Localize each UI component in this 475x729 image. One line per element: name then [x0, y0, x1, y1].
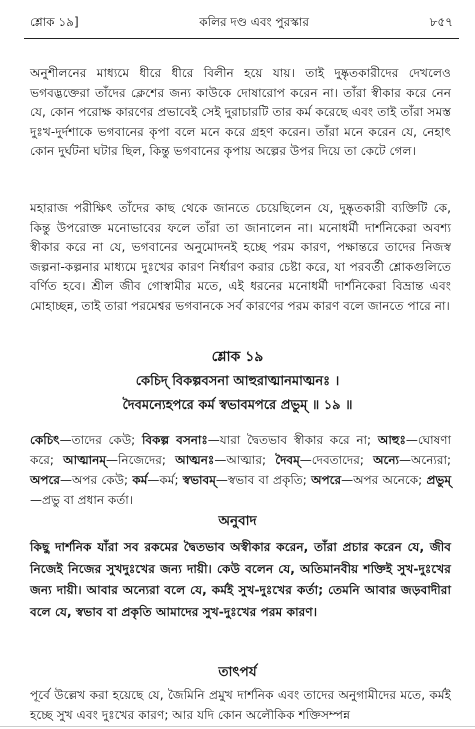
synonym-meaning: দেবতাদের; — [311, 453, 374, 467]
synonym-meaning: স্বভাব বা প্রকৃতি; — [227, 473, 312, 487]
verse-title: শ্লোক ১৯ — [211, 349, 264, 365]
verse-line-2: দৈবমন্যেহপরে কর্ম স্বভাবমপরে প্রভুম্ ॥ ১৯ ॥ — [122, 398, 353, 413]
body-paragraph-2: মহারাজ পরীক্ষিৎ তাঁদের কাছ থেকে জানতে চেয়েছিলেন যে, দুষ্কৃতকারী ব্যক্তিটি কে, কিন্তু উপরোক্ত মনোভাবের ফলে তাঁরা তা জানালেন না। মনোধর্মী দার্শনিকেরা অবশ্য স্বীকার করে না যে, ভগবানের অনুমোদনই হচ্ছে পরম কারণ, পক্ষান্তরে তাদের নিজস্ব জল্পনা-কল্পনার মাধ্যমে দুঃখের কারণ নির্ধারণ করার চেষ্টা করে, যা পরবর্তী শ্লোকগুলিতে বর্ণিত হবে। শ্রীল জীব গোস্বামীর মতে, এই ধরনের মনোধর্মী দার্শনিকেরা বিভ্রান্ত এবং মোহাচ্ছন্ন, তাই তারা পরমেশ্বর ভগবানকে সর্ব কারণের পরম কারণ বলে জানতে পারে না। — [30, 201, 451, 313]
header-chapter-title: কলির দণ্ড এবং পুরস্কার — [199, 15, 309, 29]
synonym-word: স্বভাবম্ — [182, 473, 216, 487]
translation-text: কিছু দার্শনিক যাঁরা সব রকমের দ্বৈতভাব অস্বীকার করেন, তাঁরা প্রচার করেন যে, জীব নিজেই নিজের সুখদুঃখের জন্য দায়ী। কেউ বলেন যে, অতিমানবীয় শক্তিই সুখ-দুঃখের জন্য দায়ী। আবার অন্যেরা বলে যে, কর্মই সুখ-দুঃখের কর্তা; তেমনি আবার জড়বাদীরা বলে যে, স্বভাব বা প্রকৃতি আমাদের সুখ-দুঃখের পরম কারণ। — [30, 540, 451, 619]
verse-line-1: কেচিদ্ বিকল্পবসনা আহুরাত্মানমাত্মনঃ । — [135, 374, 340, 389]
synonym-meaning: কর্ম; — [159, 473, 183, 487]
synonym-meaning: ঘোষণা করে; — [30, 433, 451, 467]
synonym-meaning: অপর অনেকে; — [353, 473, 427, 487]
synonym-word: অপরে — [30, 473, 60, 487]
synonym-word: প্রভুম্ — [426, 473, 451, 487]
synonym-word: অপরে — [311, 473, 342, 487]
page-header — [30, 14, 453, 36]
header-verse-ref: শ্লোক ১৯] — [30, 15, 79, 29]
synonym-word: কেচিৎ — [30, 433, 60, 447]
synonym-word: দৈবম্ — [275, 453, 300, 467]
synonym-word: আহুঃ — [377, 433, 406, 447]
bottom-divider — [0, 726, 475, 727]
synonym-meaning: প্রভু বা প্রধান কর্তা। — [42, 493, 133, 507]
synonym-word: কর্ম — [132, 473, 148, 487]
synonym-word: অন্যে — [373, 453, 399, 467]
translation-heading: অনুবাদ — [218, 513, 257, 529]
synonyms: কেচিৎ—তাদের কেউ; বিকল্প বসনাঃ—যারা দ্বৈতভাব স্বীকার করে না; আহুঃ—ঘোষণা করে; আত্মানম্—নিজেদের; আত্মনঃ—আত্মার; দৈবম্—দেবতাদের; অন্যে—অন্যেরা; অপরে—অপর কেউ; কর্ম—কর্ম; স্বভাবম্—স্বভাব বা প্রকৃতি; অপরে—অপর অনেকে; প্রভুম্—প্রভু বা প্রধান কর্তা। — [30, 433, 451, 507]
synonym-meaning: নিজেদের; — [118, 453, 176, 467]
synonym-word: আত্মনঃ — [175, 453, 215, 467]
synonym-meaning: তাদের কেউ; — [71, 433, 142, 447]
synonym-meaning: আত্মার; — [226, 453, 276, 467]
purport-text: পূর্বে উল্লেখ করা হয়েছে যে, জৈমিনি প্রমুখ দার্শনিক এবং তাদের অনুগামীদের মতে, কর্মই হচ্ছে সুখ এবং দুঃখের কারণ; আর যদি কোন অলৌকিক শক্তিসম্পন্ন — [30, 688, 451, 722]
synonym-word: আত্মানম্ — [63, 453, 106, 467]
purport-heading: তাৎপর্য — [218, 664, 257, 680]
synonym-meaning: যারা দ্বৈতভাব স্বীকার করে না; — [219, 433, 378, 447]
synonym-word: বিকল্প বসনাঃ — [141, 433, 208, 447]
header-page-number: ৮৫৭ — [429, 15, 453, 29]
synonym-meaning: অন্যেরা; — [411, 453, 451, 467]
synonym-meaning: অপর কেউ; — [71, 473, 133, 487]
header-divider — [24, 38, 459, 39]
body-paragraph-1: অনুশীলনের মাধ্যমে ধীরে ধীরে বিলীন হয়ে যায়। তাই দুষ্কৃতকারীদের দেখলেও ভগবদ্ভক্তেরা তাঁদের ক্লেশের জন্য কাউকে দোষারোপ করেন না। তাঁরা স্বীকার করে নেন যে, কোন পরোক্ষ কারণের প্রভাবেই সেই দুরাচারটি তার কর্ম করেছে এবং তাই তাঁরা সমস্ত দুঃখ-দুর্দশাকে ভগবানের কৃপা বলে মনে করে গ্রহণ করেন। তাঁরা মনে করেন যে, নেহাৎ কোন দুর্ঘটনা ঘটার ছিল, কিন্তু ভগবানের কৃপায় অল্পের উপর দিয়ে তা কেটে গেল। — [30, 66, 451, 159]
